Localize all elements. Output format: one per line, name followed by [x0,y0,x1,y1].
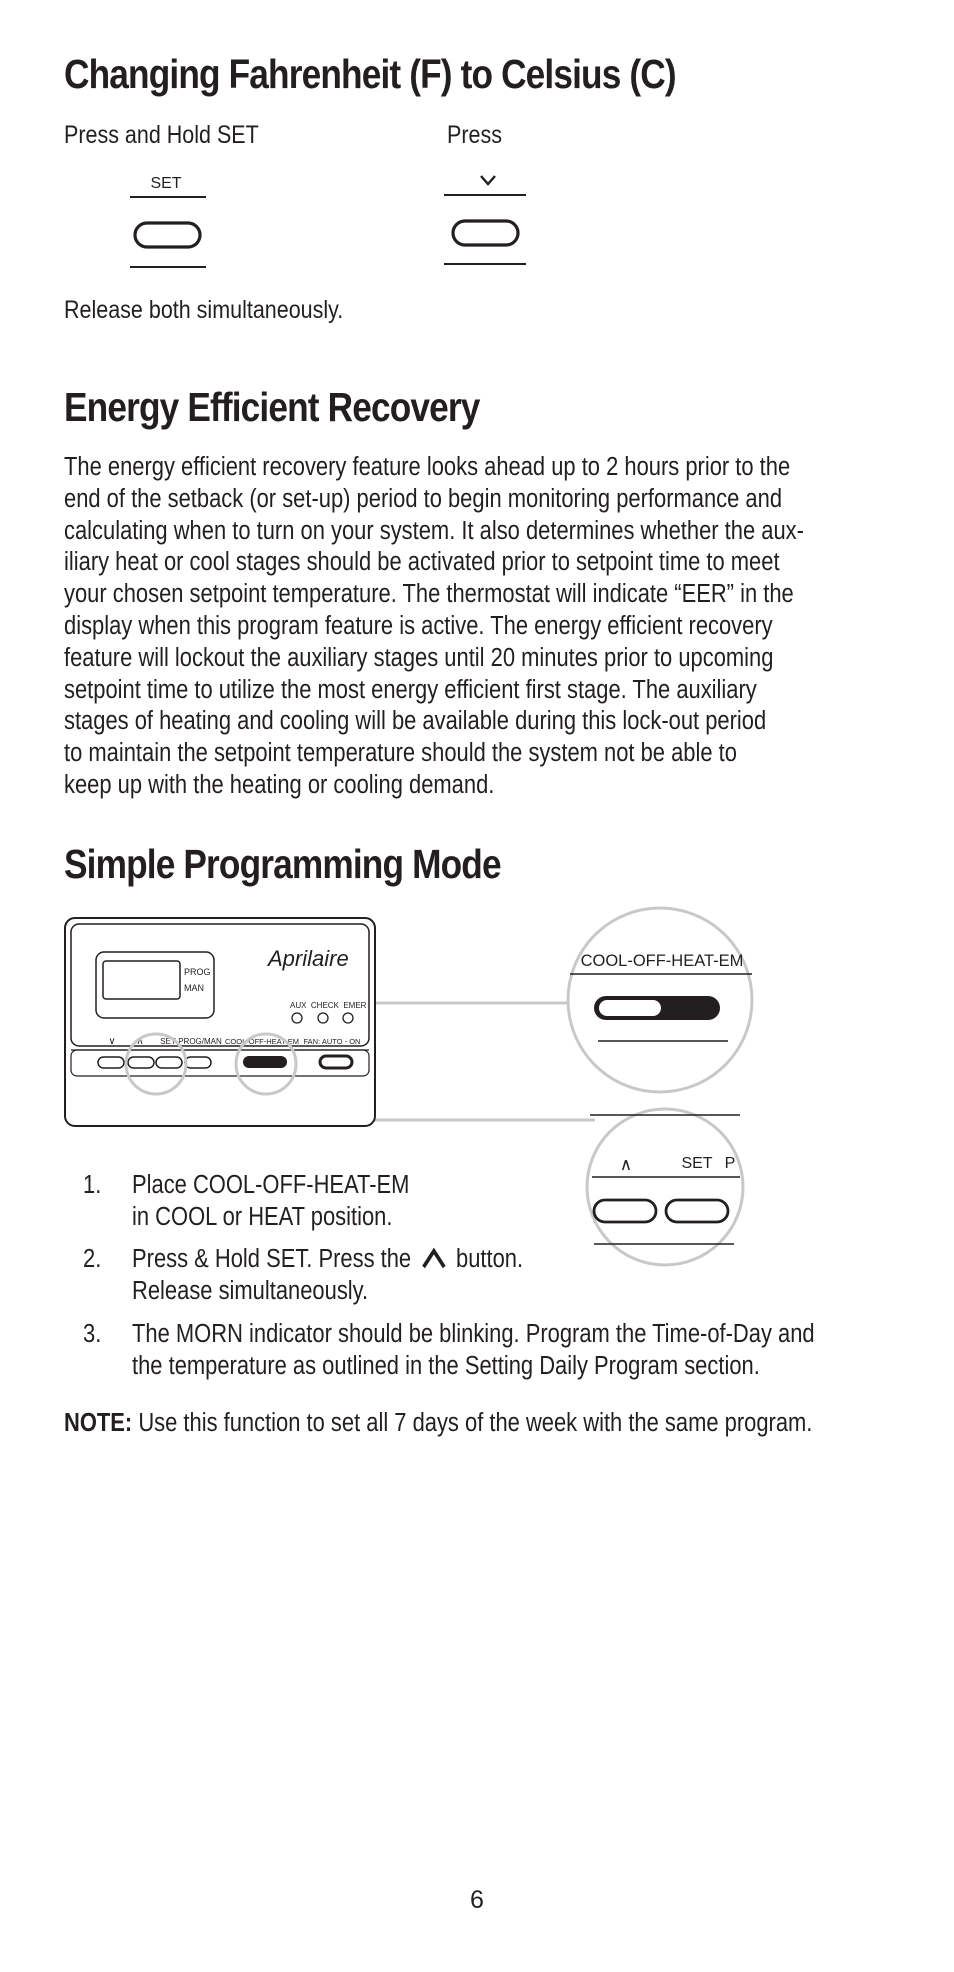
heading-simple-programming-mode: Simple Programming Mode [64,841,501,887]
zoom-mode-switch [568,908,752,1092]
note-label: NOTE: [64,1409,133,1437]
step-line: Press & Hold SET. Press the [132,1245,412,1273]
thermostat-body [65,918,375,1126]
indicator-labels: AUX CHECK EMER [290,1001,367,1010]
zoom-up-set-buttons [587,1109,743,1265]
step-number: 1. [83,1171,102,1199]
set-button-label: SET [150,175,182,192]
fan-label: FAN: AUTO - ON [303,1037,361,1046]
heading-energy-efficient-recovery: Energy Efficient Recovery [64,384,480,430]
step-text [132,1318,815,1382]
eer-line: setpoint time to utilize the most energy efficient first stage. The auxiliary [64,675,757,704]
down-arrow-label: ∨ [108,1036,116,1047]
zoom-up-icon: ∧ [619,1155,633,1174]
step-number: 2. [83,1245,102,1273]
step-line: the temperature as outlined in the Setting Daily Program section. [132,1352,760,1380]
zoom-mode-label: COOL-OFF-HEAT-EM [580,952,744,970]
step-line: in COOL or HEAT position. [132,1203,393,1231]
note-text: Use this function to set all 7 days of the week with the same program. [132,1409,813,1437]
step-line: button. [456,1245,524,1273]
eer-line: end of the setback (or set-up) period to begin monitoring performance and [64,484,783,513]
page-number: 6 [470,1886,484,1914]
note [64,1407,812,1439]
zoom-p-label: P [724,1155,736,1172]
man-label: MAN [184,983,204,993]
label-press: Press [447,121,502,149]
step-line: The MORN indicator should be blinking. Program the Time-of-Day and [132,1320,815,1348]
eer-line: your chosen setpoint temperature. The thermostat will indicate “EER” in the [64,580,794,609]
prog-man-label: PROG/MAN [178,1037,222,1046]
aprilaire-logo: Aprilaire [268,946,349,971]
step-line: Place COOL-OFF-HEAT-EM [132,1171,410,1199]
eer-line: stages of heating and cooling will be available during this lock-out period [64,707,767,736]
step-text [132,1169,409,1233]
chevron-down-icon [481,176,495,184]
set-label: SET [160,1037,176,1046]
down-button-illustration [440,168,540,272]
set-button-illustration [120,168,220,272]
step-line: Release simultaneously. [132,1277,369,1305]
zoom-set-label: SET [681,1155,713,1172]
eer-line: to maintain the setpoint temperature should the system not be able to [64,739,737,768]
mode-label: COOL-OFF-HEAT-EM [224,1037,300,1046]
eer-line: iliary heat or cool stages should be activated prior to setpoint time to meet [64,548,780,577]
eer-line: display when this program feature is active. The energy efficient recovery [64,611,773,640]
label-press-hold-set: Press and Hold SET [64,121,259,149]
heading-f-to-c: Changing Fahrenheit (F) to Celsius (C) [64,51,676,97]
up-arrow-icon [421,1247,447,1269]
prog-label: PROG [184,967,211,977]
up-arrow-label: ∧ [136,1036,144,1047]
eer-line: keep up with the heating or cooling demand. [64,770,495,799]
step-text [132,1243,523,1307]
eer-line: calculating when to turn on your system. It also determines whether the aux- [64,516,804,545]
eer-line: feature will lockout the auxiliary stages until 20 minutes prior to upcoming [64,643,774,672]
eer-line: The energy efficient recovery feature looks ahead up to 2 hours prior to the [64,453,791,481]
step-number: 3. [83,1320,102,1348]
eer-paragraph [64,452,890,802]
caption-release-both: Release both simultaneously. [64,296,344,324]
